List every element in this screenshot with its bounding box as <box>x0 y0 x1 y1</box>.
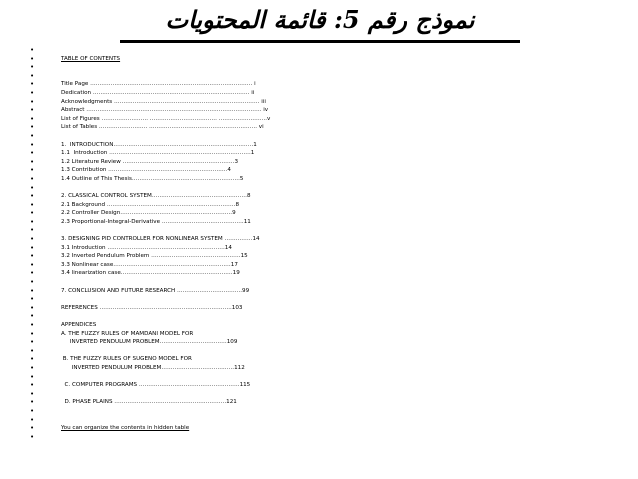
bullet-icon: • <box>30 286 35 295</box>
toc-entry-text: 2.3 Proportional-Integral-Derivative ……………………………………..11 <box>61 218 251 225</box>
bullet-icon: • <box>30 295 35 304</box>
toc-entry-text: Title Page …………………………………………………………………………… i <box>61 81 256 88</box>
bullet-icon: • <box>30 235 35 244</box>
toc-line <box>30 158 630 167</box>
toc-entry-text: 1.4 Outline of This Thesis………………………………………………….5 <box>61 175 244 182</box>
bullet-icon: • <box>30 183 35 192</box>
toc-line <box>30 55 630 64</box>
toc-line <box>30 381 630 390</box>
toc-entry-text: 3.1 Introduction ………………………………………………………14 <box>61 244 232 251</box>
toc-line <box>30 226 630 235</box>
bullet-icon: • <box>30 303 35 312</box>
bullet-icon: • <box>30 63 35 72</box>
toc-line <box>30 433 630 442</box>
toc-list <box>30 46 630 441</box>
toc-entry-text: 1.1 Introduction ………………………………………………………………….1 <box>61 150 255 157</box>
toc-line <box>30 141 630 150</box>
toc-entry-text: A. THE FUZZY RULES OF MAMDANI MODEL FOR <box>61 330 194 337</box>
bullet-icon: • <box>30 381 35 390</box>
page-title: نموذج رقم 5: قائمة المحتويات <box>120 2 520 43</box>
toc-line <box>30 63 630 72</box>
toc-entry-text: C. COMPUTER PROGRAMS ………………………………………………115 <box>61 382 251 389</box>
toc-line <box>30 192 630 201</box>
toc-entry-text: D. PHASE PLAINS ……………………………………………………121 <box>61 399 237 406</box>
toc-entry-text: 3.4 linearization case……………………………………………………19 <box>61 270 240 277</box>
toc-entry-text: Abstract …………………………………………………………………………………. iv <box>61 107 269 114</box>
toc-line <box>30 390 630 399</box>
toc-line <box>30 209 630 218</box>
bullet-icon: • <box>30 372 35 381</box>
bullet-icon: • <box>30 260 35 269</box>
toc-entry-text: INVERTED PENDULUM PROBLEM…………………………………112 <box>61 364 245 371</box>
toc-line <box>30 132 630 141</box>
toc-entry-text: You can organize the contents in hidden table <box>61 425 190 432</box>
bullet-icon: • <box>30 140 35 149</box>
toc-line <box>30 89 630 98</box>
toc-line <box>30 123 630 132</box>
bullet-icon: • <box>30 166 35 175</box>
bullet-icon: • <box>30 226 35 235</box>
bullet-icon: • <box>30 46 35 54</box>
toc-line <box>30 80 630 89</box>
bullet-icon: • <box>30 269 35 278</box>
bullet-icon: • <box>30 389 35 398</box>
toc-entry-text: 7. CONCLUSION AND FUTURE RESEARCH ……………………………..99 <box>61 287 250 294</box>
toc-line <box>30 261 630 270</box>
toc-line <box>30 295 630 304</box>
bullet-icon: • <box>30 312 35 321</box>
toc-line <box>30 72 630 81</box>
toc-line <box>30 338 630 347</box>
toc-line <box>30 278 630 287</box>
toc-entry-text: 3.3 Nonlinear case………………………………………………………17 <box>61 261 238 268</box>
bullet-icon: • <box>30 123 35 132</box>
bullet-icon: • <box>30 217 35 226</box>
toc-line <box>30 407 630 416</box>
toc-entry-text: 3. DESIGNING PID CONTROLLER FOR NONLINEAR SYSTEM ……………14 <box>61 236 260 243</box>
bullet-icon: • <box>30 406 35 415</box>
toc-entry-text: 1.3 Contribution ……………………………………………………….4 <box>61 167 231 174</box>
toc-entry-text: INVERTED PENDULUM PROBLEM………………………………109 <box>61 339 238 346</box>
toc-entry-text: 3.2 Inverted Pendulum Problem …………………………………………15 <box>61 253 248 260</box>
toc-entry-text: 2. CLASSICAL CONTROL SYSTEM……………………………………………8 <box>61 193 251 200</box>
toc-line <box>30 115 630 124</box>
toc-line <box>30 218 630 227</box>
bullet-icon: • <box>30 209 35 218</box>
toc-line <box>30 347 630 356</box>
bullet-icon: • <box>30 80 35 89</box>
bullet-icon: • <box>30 149 35 158</box>
toc-entry-text: 1.2 Literature Review ……………………………………………………3 <box>61 158 239 165</box>
toc-line <box>30 269 630 278</box>
toc-line <box>30 46 630 55</box>
bullet-icon: • <box>30 243 35 252</box>
bullet-icon: • <box>30 363 35 372</box>
bullet-icon: • <box>30 174 35 183</box>
toc-line <box>30 106 630 115</box>
bullet-icon: • <box>30 71 35 80</box>
toc-line <box>30 98 630 107</box>
toc-line <box>30 416 630 425</box>
toc-line <box>30 175 630 184</box>
toc-entry-text: Acknowledgments …………………………………………………………………… iii <box>61 98 266 105</box>
bullet-icon: • <box>30 329 35 338</box>
toc-entry-text: REFERENCES ……………………………………………………………..103 <box>61 304 243 311</box>
toc-line <box>30 244 630 253</box>
bullet-icon: • <box>30 106 35 115</box>
bullet-icon: • <box>30 114 35 123</box>
toc-line <box>30 184 630 193</box>
toc-line <box>30 201 630 210</box>
toc-entry-text: TABLE OF CONTENTS <box>61 55 121 62</box>
bullet-icon: • <box>30 192 35 201</box>
bullet-icon: • <box>30 157 35 166</box>
toc-entry-text: 2.1 Background ……………………………………………………………8 <box>61 201 240 208</box>
bullet-icon: • <box>30 424 35 433</box>
bullet-icon: • <box>30 338 35 347</box>
toc-line <box>30 166 630 175</box>
toc-entry-text: List of Tables …………………….. …………………………………………………. vi <box>61 124 264 131</box>
toc-entry-text: Dedication ………………………………………………………………………… ii <box>61 89 255 96</box>
toc-line <box>30 149 630 158</box>
toc-line <box>30 321 630 330</box>
bullet-icon: • <box>30 321 35 329</box>
bullet-icon: • <box>30 432 35 441</box>
toc-line <box>30 424 630 433</box>
toc-line <box>30 398 630 407</box>
bullet-icon: • <box>30 131 35 140</box>
toc-entry-text: 1. INTRODUCTION…………………………………………………………………1 <box>61 141 257 148</box>
toc-line <box>30 304 630 313</box>
bullet-icon: • <box>30 415 35 424</box>
toc-line <box>30 355 630 364</box>
toc-line <box>30 373 630 382</box>
toc-line <box>30 287 630 296</box>
bullet-icon: • <box>30 200 35 209</box>
toc-entry-text: List of Figures ……………………. ……………………………… ……………………..v <box>61 115 271 122</box>
toc-line <box>30 235 630 244</box>
bullet-icon: • <box>30 398 35 407</box>
bullet-icon: • <box>30 88 35 97</box>
bullet-icon: • <box>30 346 35 355</box>
toc-line <box>30 312 630 321</box>
toc-entry-text: 2.2 Controller Design……………………………………………………9 <box>61 210 236 217</box>
toc-line <box>30 364 630 373</box>
toc-line <box>30 252 630 261</box>
bullet-icon: • <box>30 97 35 106</box>
bullet-icon: • <box>30 355 35 364</box>
toc-line <box>30 330 630 339</box>
toc-entry-text: B. THE FUZZY RULES OF SUGENO MODEL FOR <box>61 356 192 363</box>
bullet-icon: • <box>30 278 35 287</box>
bullet-icon: • <box>30 252 35 261</box>
bullet-icon: • <box>30 54 35 63</box>
toc-entry-text: APPENDICES <box>61 322 97 328</box>
